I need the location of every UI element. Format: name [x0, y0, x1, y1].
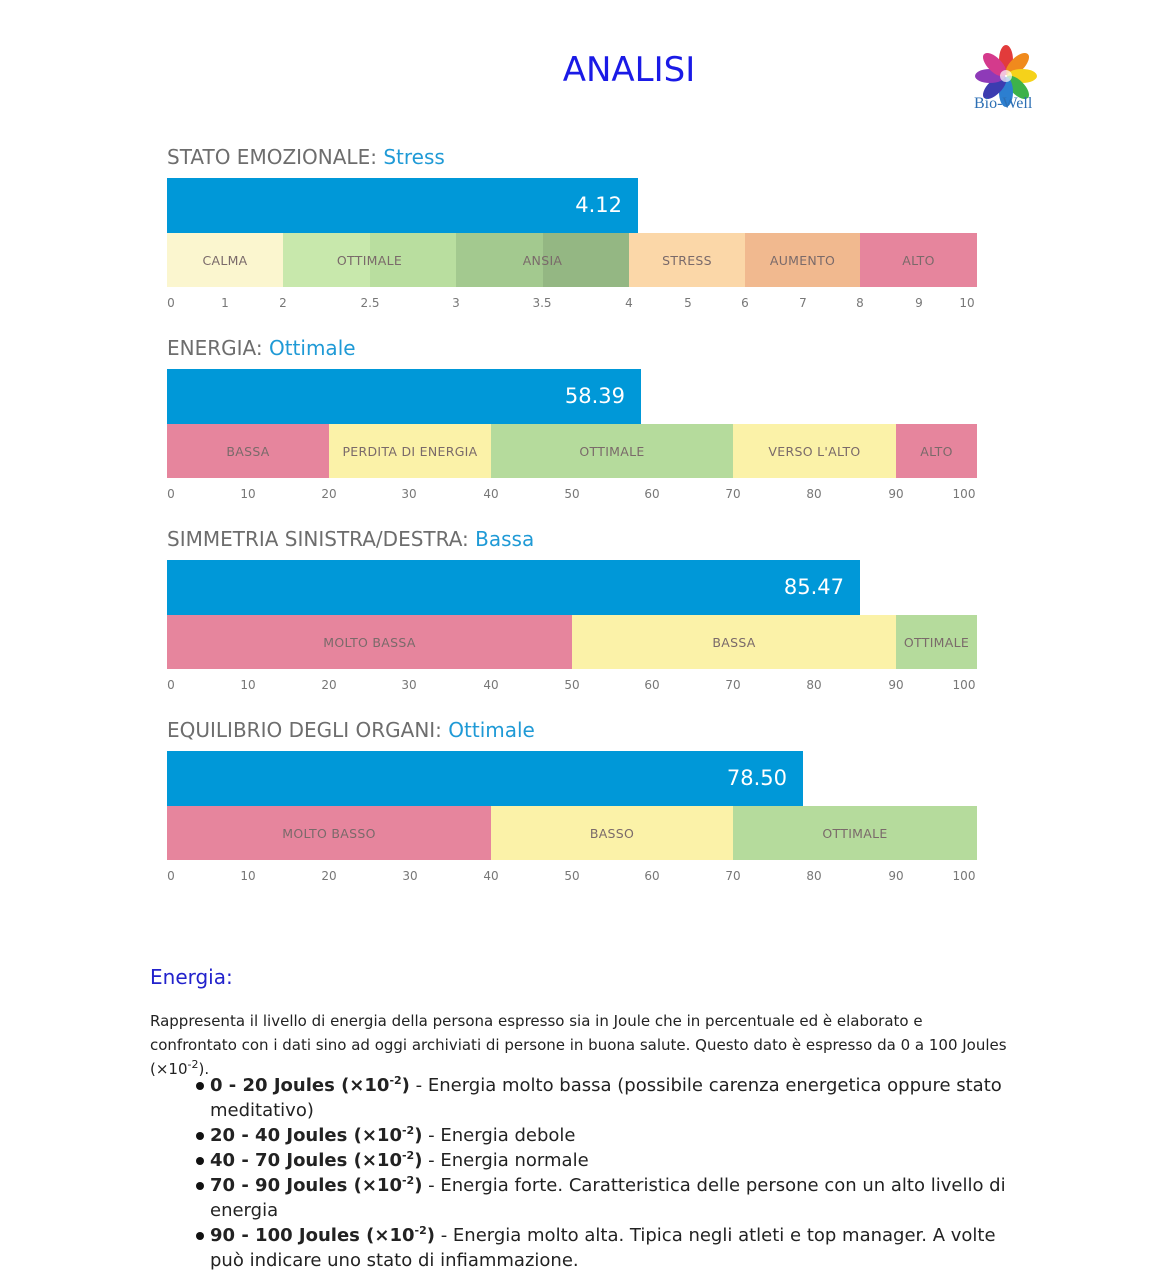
tick-label: 6 — [741, 296, 749, 310]
bullet-icon — [196, 1132, 204, 1140]
zone-alto: ALTO — [896, 424, 977, 478]
tick-label: 30 — [402, 869, 418, 883]
tick-label: 5 — [684, 296, 692, 310]
tick-label: 7 — [799, 296, 807, 310]
zone-ottimale-label: OTTIMALE — [336, 252, 403, 268]
tick-label: 40 — [483, 487, 499, 501]
list-item: 20 - 40 Joules $(\times 10^{-2})$ - Energia debole — [196, 1123, 1016, 1148]
zone-strip — [167, 806, 977, 860]
zone-strip — [167, 233, 977, 287]
tick-label: 8 — [856, 296, 864, 310]
zone-bassa: BASSA — [572, 615, 896, 669]
zone-bassa: BASSA — [167, 424, 329, 478]
section-energia — [167, 336, 977, 506]
value-label: 78.50 — [726, 766, 787, 790]
value-bar — [167, 369, 641, 424]
tick-label: 80 — [806, 869, 822, 883]
list-item: 40 - 70 Joules $(\times 10^{-2})$ - Energia normale — [196, 1148, 1016, 1173]
tick-label: 60 — [644, 487, 660, 501]
tick-label: 3 — [452, 296, 460, 310]
tick-axis — [167, 487, 977, 503]
zone-basso: BASSO — [491, 806, 733, 860]
tick-label: 0 — [167, 487, 175, 501]
tick-label: 20 — [321, 487, 337, 501]
zone-ottimale: OTTIMALE — [491, 424, 733, 478]
zone-ansia-label: ANSIA — [522, 252, 563, 268]
list-item: 0 - 20 Joules $(\times 10^{-2})$ - Energia molto bassa (possibile carenza energetica oppure stato meditativo) — [196, 1073, 1016, 1123]
tick-label: 50 — [564, 678, 580, 692]
section-status: Bassa — [475, 527, 535, 551]
zone-molto-bassa: MOLTO BASSA — [167, 615, 572, 669]
value-label: 58.39 — [564, 384, 625, 408]
tick-label: 0 — [167, 678, 175, 692]
section-label: EQUILIBRIO DEGLI ORGANI: — [167, 718, 442, 742]
value-bar — [167, 178, 638, 233]
list-item: 70 - 90 Joules $(\times 10^{-2})$ - Energia forte. Caratteristica delle persone con un alto livello di energia — [196, 1173, 1016, 1223]
tick-label: 50 — [564, 869, 580, 883]
tick-label: 0 — [167, 869, 175, 883]
bullet-icon — [196, 1232, 204, 1240]
tick-label: 70 — [725, 678, 741, 692]
logo-text: Bio-Well — [974, 95, 1033, 112]
list-item: 90 - 100 Joules $(\times 10^{-2})$ - Energia molto alta. Tipica negli atleti e top manager. A volte può indicare uno stato di infiammazione. — [196, 1223, 1016, 1273]
zone-aumento: AUMENTO — [745, 233, 860, 287]
zone-strip — [167, 615, 977, 669]
tick-label: 10 — [240, 487, 256, 501]
tick-label: 9 — [915, 296, 923, 310]
description-heading: Energia: — [150, 965, 233, 989]
bullet-icon — [196, 1157, 204, 1165]
tick-label: 40 — [483, 678, 499, 692]
value-bar — [167, 560, 860, 615]
zone-ottimale: OTTIMALE — [733, 806, 977, 860]
tick-label: 80 — [806, 487, 822, 501]
tick-label: 10 — [240, 869, 256, 883]
zone-perdita-di-energia: PERDITA DI ENERGIA — [329, 424, 491, 478]
tick-label: 70 — [725, 487, 741, 501]
tick-label: 3.5 — [532, 296, 552, 310]
energy-range-list — [196, 1073, 1016, 1273]
section-title — [167, 145, 445, 169]
tick-label: 60 — [644, 869, 660, 883]
zone-verso-l-alto: VERSO L'ALTO — [733, 424, 896, 478]
tick-label: 20 — [321, 678, 337, 692]
tick-label: 80 — [806, 678, 822, 692]
tick-label: 2 — [279, 296, 287, 310]
section-title — [167, 527, 534, 551]
tick-label: 50 — [564, 487, 580, 501]
zone-calma: CALMA — [167, 233, 283, 287]
tick-label: 10 — [959, 296, 975, 310]
tick-label: 100 — [952, 869, 976, 883]
tick-label: 4 — [625, 296, 633, 310]
tick-label: 20 — [321, 869, 337, 883]
tick-label: 10 — [240, 678, 256, 692]
tick-label: 30 — [401, 678, 417, 692]
value-bar — [167, 751, 803, 806]
tick-axis — [167, 296, 977, 312]
zone-stress: STRESS — [629, 233, 745, 287]
section-simmetria — [167, 527, 977, 697]
zone-alto: ALTO — [860, 233, 977, 287]
tick-label: 30 — [401, 487, 417, 501]
tick-axis — [167, 869, 977, 885]
section-status: Ottimale — [448, 718, 535, 742]
bullet-icon — [196, 1182, 204, 1190]
value-label: 4.12 — [575, 193, 622, 217]
tick-label: 0 — [167, 296, 175, 310]
tick-label: 40 — [483, 869, 499, 883]
bullet-icon — [196, 1082, 204, 1090]
section-label: SIMMETRIA SINISTRA/DESTRA: — [167, 527, 469, 551]
tick-label: 90 — [888, 869, 904, 883]
section-stato-emozionale — [167, 145, 977, 315]
tick-label: 70 — [725, 869, 741, 883]
section-title — [167, 336, 356, 360]
zone-molto-basso: MOLTO BASSO — [167, 806, 491, 860]
tick-axis — [167, 678, 977, 694]
section-title — [167, 718, 535, 742]
tick-label: 100 — [952, 487, 976, 501]
tick-label: 2.5 — [360, 296, 380, 310]
tick-label: 90 — [888, 487, 904, 501]
page-title: ANALISI — [562, 50, 696, 90]
section-label: ENERGIA: — [167, 336, 263, 360]
tick-label: 100 — [952, 678, 976, 692]
section-status: Stress — [383, 145, 445, 169]
description-paragraph: Rappresenta il livello di energia della persona espresso sia in Joule che in percentuale ed è elaborato e confrontato con i dati sino ad oggi archiviati di persone in buona salute. Questo dato è espresso da 0 a 100 Joules $(\times 10^{-2})$. — [150, 1012, 1007, 1078]
tick-label: 60 — [644, 678, 660, 692]
value-label: 85.47 — [783, 575, 844, 599]
section-status: Ottimale — [268, 336, 356, 360]
tick-label: 1 — [221, 296, 229, 310]
section-label: STATO EMOZIONALE: — [167, 145, 377, 169]
zone-strip — [167, 424, 977, 478]
tick-label: 90 — [888, 678, 904, 692]
section-equilibrio-organi — [167, 718, 977, 888]
zone-ottimale: OTTIMALE — [896, 615, 977, 669]
